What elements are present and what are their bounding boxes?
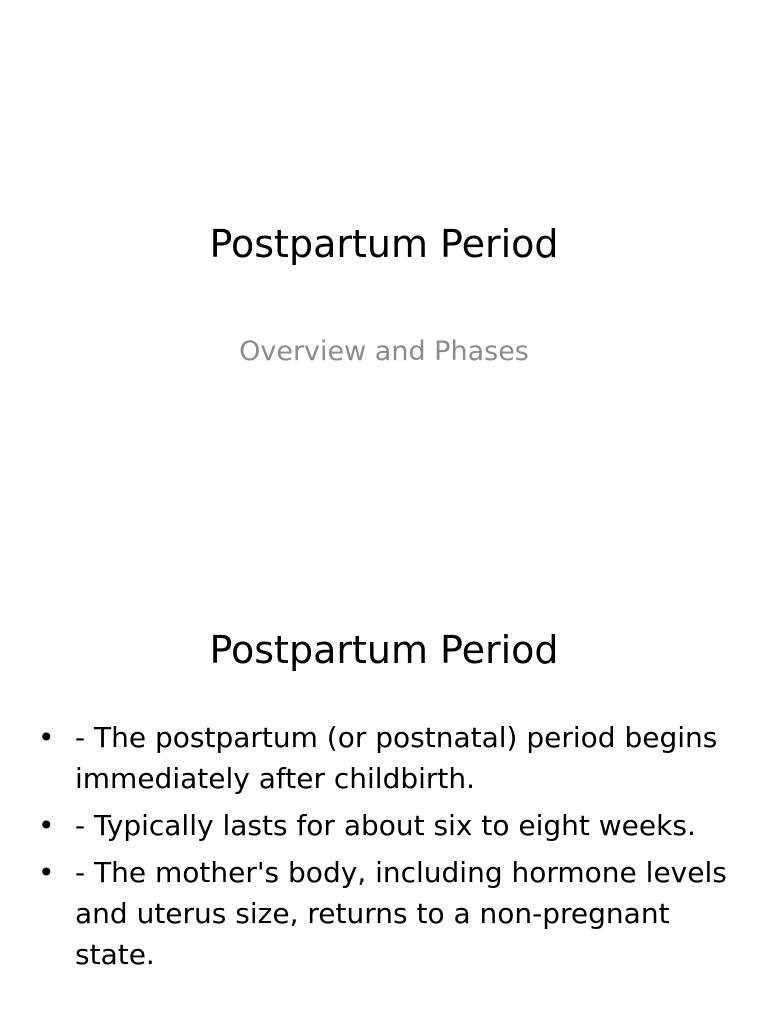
bullet-item (38, 852, 728, 975)
bullet-dot-icon: • (38, 721, 55, 754)
bullet-dot-icon: • (38, 856, 55, 889)
bullet-dot-icon: • (38, 809, 55, 842)
bullet-list (38, 717, 728, 981)
bullet-text: - Typically lasts for about six to eight weeks. (75, 809, 696, 842)
bullet-item (38, 717, 728, 799)
slide-1-title: Postpartum Period (209, 222, 559, 266)
bullet-text: - The postpartum (or postnatal) period begins immediately after childbirth. (75, 721, 718, 795)
bullet-item (38, 805, 728, 846)
bullet-text: - The mother's body, including hormone levels and uterus size, returns to a non-pregnant state. (75, 856, 727, 971)
slide-2-title: Postpartum Period (209, 628, 559, 672)
slide-1-subtitle: Overview and Phases (239, 336, 529, 367)
